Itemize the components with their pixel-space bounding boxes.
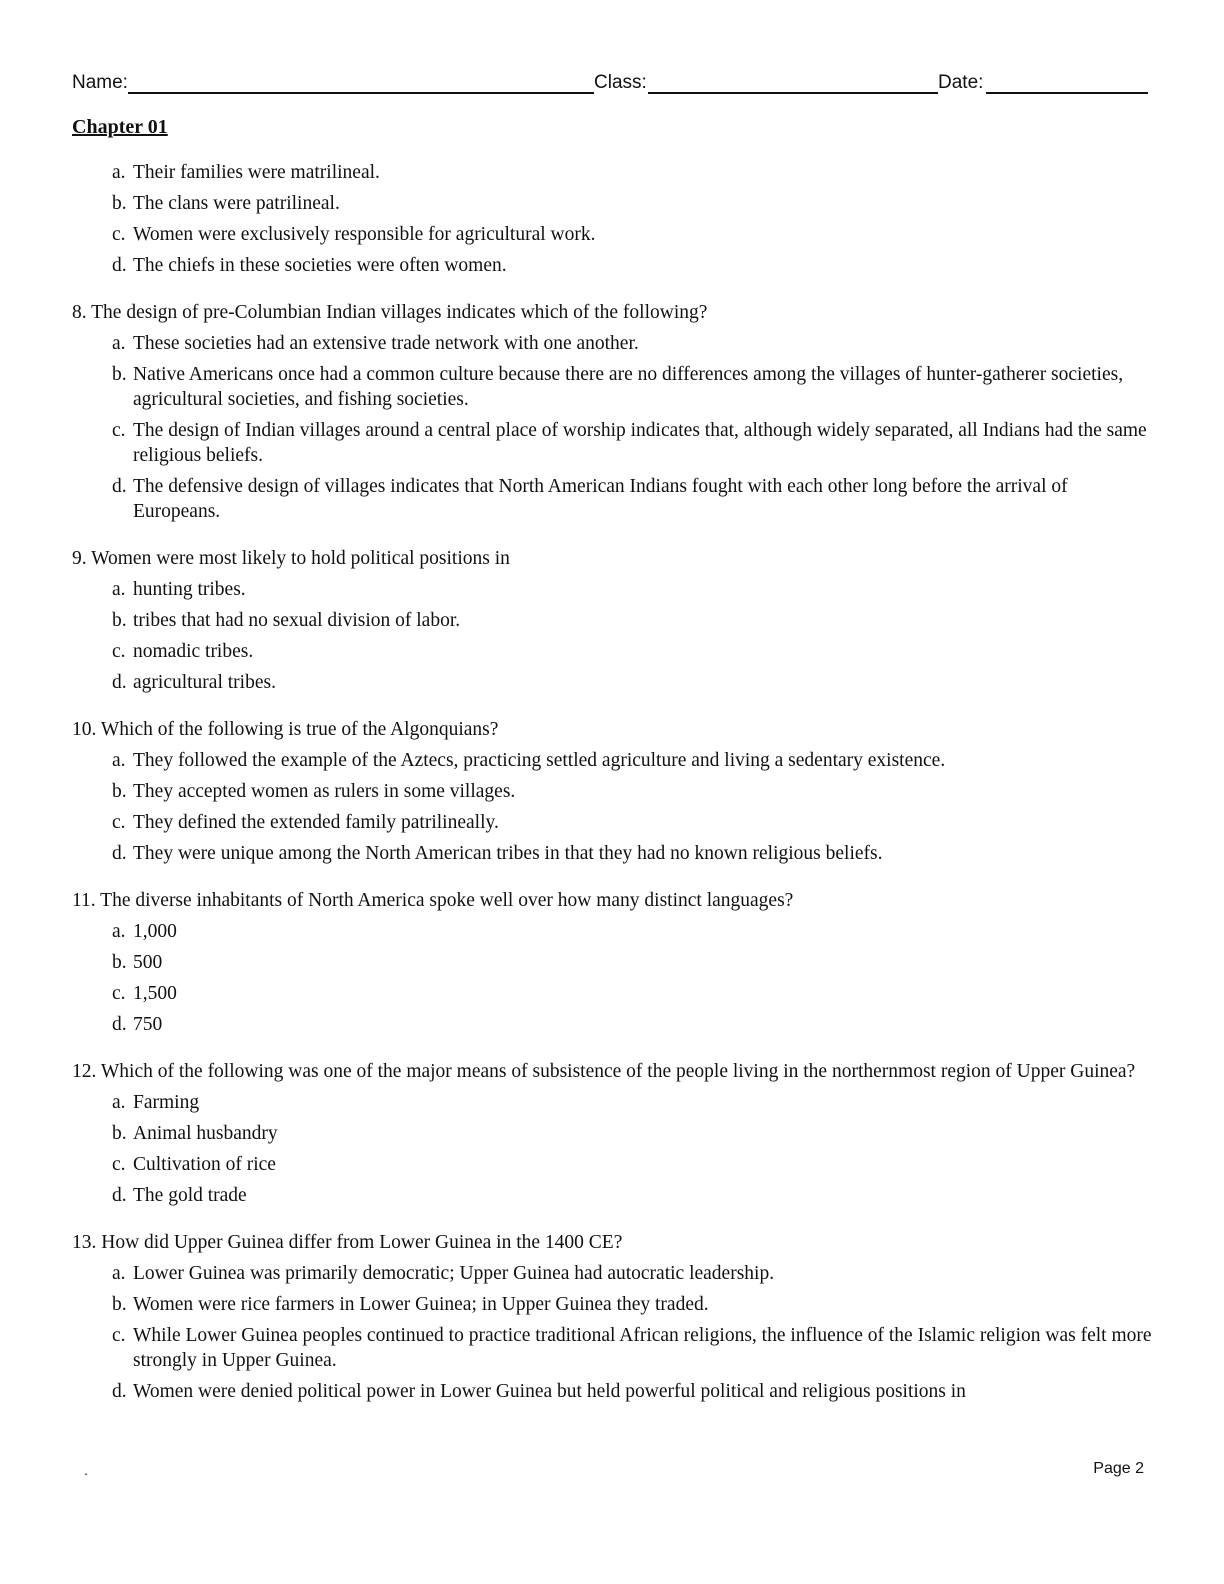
question-9 bbox=[72, 546, 1152, 695]
option-letter: d. bbox=[112, 672, 127, 693]
option-text: 1,500 bbox=[133, 983, 177, 1004]
option-letter: a. bbox=[112, 333, 126, 354]
answer-option bbox=[72, 222, 1152, 247]
answer-option bbox=[72, 418, 1152, 468]
option-letter: b. bbox=[112, 1294, 127, 1315]
option-text: While Lower Guinea peoples continued to practice traditional African religions, the influence of the Islamic religion was felt more strongly in Upper Guinea. bbox=[133, 1325, 1152, 1371]
option-text: Native Americans once had a common culture because there are no differences among the villages of hunter-gatherer societies, agricultural societies, and fishing societies. bbox=[133, 364, 1124, 410]
date-blank-line bbox=[986, 92, 1148, 94]
question-stem: 10. Which of the following is true of the Algonquians? bbox=[72, 719, 499, 740]
option-text: tribes that had no sexual division of labor. bbox=[133, 610, 461, 631]
option-letter: c. bbox=[112, 812, 126, 833]
student-info-header bbox=[72, 72, 1148, 98]
question-stem: 8. The design of pre-Columbian Indian villages indicates which of the following? bbox=[72, 302, 708, 323]
option-text: Their families were matrilineal. bbox=[133, 162, 380, 183]
option-letter: c. bbox=[112, 1154, 126, 1175]
answer-option bbox=[72, 810, 1152, 835]
answer-option bbox=[72, 1292, 1152, 1317]
answer-option bbox=[72, 160, 1152, 185]
option-letter: a. bbox=[112, 1092, 126, 1113]
option-text: They accepted women as rulers in some villages. bbox=[133, 781, 516, 802]
option-text: The clans were patrilineal. bbox=[133, 193, 340, 214]
option-letter: b. bbox=[112, 193, 127, 214]
option-letter: d. bbox=[112, 843, 127, 864]
class-blank-line bbox=[648, 92, 938, 94]
answer-option bbox=[72, 474, 1152, 524]
option-text: Women were exclusively responsible for agricultural work. bbox=[133, 224, 596, 245]
option-text: Women were denied political power in Lower Guinea but held powerful political and religious positions in bbox=[133, 1381, 966, 1402]
option-text: Animal husbandry bbox=[133, 1123, 278, 1144]
name-label: Name: bbox=[72, 72, 128, 93]
option-letter: b. bbox=[112, 610, 127, 631]
chapter-title: Chapter 01 bbox=[72, 116, 168, 138]
option-text: 1,000 bbox=[133, 921, 177, 942]
answer-option bbox=[72, 779, 1152, 804]
option-letter: d. bbox=[112, 1381, 127, 1402]
answer-option bbox=[72, 950, 1152, 975]
option-text: 750 bbox=[133, 1014, 163, 1035]
question-stem: 11. The diverse inhabitants of North America spoke well over how many distinct languages? bbox=[72, 890, 794, 911]
answer-option bbox=[72, 1152, 1152, 1177]
answer-option bbox=[72, 1183, 1152, 1208]
option-letter: b. bbox=[112, 781, 127, 802]
option-letter: d. bbox=[112, 255, 127, 276]
question-13 bbox=[72, 1230, 1152, 1404]
option-text: The chiefs in these societies were often women. bbox=[133, 255, 507, 276]
option-text: These societies had an extensive trade network with one another. bbox=[133, 333, 639, 354]
question-7-continued bbox=[72, 160, 1152, 278]
option-letter: a. bbox=[112, 1263, 126, 1284]
option-text: Lower Guinea was primarily democratic; Upper Guinea had autocratic leadership. bbox=[133, 1263, 775, 1284]
footer-mark: . bbox=[84, 1462, 88, 1478]
answer-option bbox=[72, 362, 1152, 412]
question-10 bbox=[72, 717, 1152, 866]
answer-option bbox=[72, 1090, 1152, 1115]
answer-option bbox=[72, 748, 1152, 773]
option-letter: c. bbox=[112, 641, 126, 662]
answer-option bbox=[72, 1261, 1152, 1286]
option-text: Cultivation of rice bbox=[133, 1154, 276, 1175]
option-text: They followed the example of the Aztecs, practicing settled agriculture and living a sedentary existence. bbox=[133, 750, 946, 771]
name-blank-line bbox=[128, 92, 594, 94]
question-11 bbox=[72, 888, 1152, 1037]
option-text: hunting tribes. bbox=[133, 579, 246, 600]
answer-option bbox=[72, 670, 1152, 695]
answer-option bbox=[72, 191, 1152, 216]
question-12 bbox=[72, 1059, 1152, 1208]
answer-option bbox=[72, 919, 1152, 944]
answer-option bbox=[72, 331, 1152, 356]
option-text: 500 bbox=[133, 952, 163, 973]
answer-option bbox=[72, 639, 1152, 664]
option-letter: b. bbox=[112, 1123, 127, 1144]
option-letter: d. bbox=[112, 476, 127, 497]
answer-option bbox=[72, 841, 1152, 866]
question-stem: 9. Women were most likely to hold political positions in bbox=[72, 548, 510, 569]
option-letter: a. bbox=[112, 921, 126, 942]
option-letter: b. bbox=[112, 364, 127, 385]
option-text: nomadic tribes. bbox=[133, 641, 254, 662]
option-text: They defined the extended family patrilineally. bbox=[133, 812, 499, 833]
page-number: Page 2 bbox=[1093, 1460, 1144, 1477]
question-8 bbox=[72, 300, 1152, 524]
question-list bbox=[72, 160, 1152, 1426]
option-letter: d. bbox=[112, 1014, 127, 1035]
option-text: The gold trade bbox=[133, 1185, 247, 1206]
answer-option bbox=[72, 253, 1152, 278]
answer-option bbox=[72, 1012, 1152, 1037]
question-stem: 13. How did Upper Guinea differ from Lower Guinea in the 1400 CE? bbox=[72, 1232, 623, 1253]
option-text: Farming bbox=[133, 1092, 200, 1113]
option-letter: a. bbox=[112, 579, 126, 600]
class-label: Class: bbox=[594, 72, 647, 93]
answer-option bbox=[72, 577, 1152, 602]
answer-option bbox=[72, 1379, 1152, 1404]
answer-option bbox=[72, 981, 1152, 1006]
option-letter: c. bbox=[112, 1325, 126, 1346]
option-letter: c. bbox=[112, 224, 126, 245]
question-stem: 12. Which of the following was one of the major means of subsistence of the people living in the northernmost region of Upper Guinea? bbox=[72, 1061, 1136, 1082]
option-letter: a. bbox=[112, 162, 126, 183]
answer-option bbox=[72, 1323, 1152, 1373]
option-letter: c. bbox=[112, 983, 126, 1004]
option-text: They were unique among the North American tribes in that they had no known religious beliefs. bbox=[133, 843, 883, 864]
option-letter: d. bbox=[112, 1185, 127, 1206]
answer-option bbox=[72, 608, 1152, 633]
option-letter: a. bbox=[112, 750, 126, 771]
option-text: The design of Indian villages around a central place of worship indicates that, although widely separated, all Indians had the same religious beliefs. bbox=[133, 420, 1147, 466]
option-text: The defensive design of villages indicates that North American Indians fought with each other long before the arrival of Europeans. bbox=[133, 476, 1068, 522]
answer-option bbox=[72, 1121, 1152, 1146]
option-text: Women were rice farmers in Lower Guinea; in Upper Guinea they traded. bbox=[133, 1294, 709, 1315]
option-letter: b. bbox=[112, 952, 127, 973]
option-letter: c. bbox=[112, 420, 126, 441]
option-text: agricultural tribes. bbox=[133, 672, 276, 693]
date-label: Date: bbox=[938, 72, 984, 93]
